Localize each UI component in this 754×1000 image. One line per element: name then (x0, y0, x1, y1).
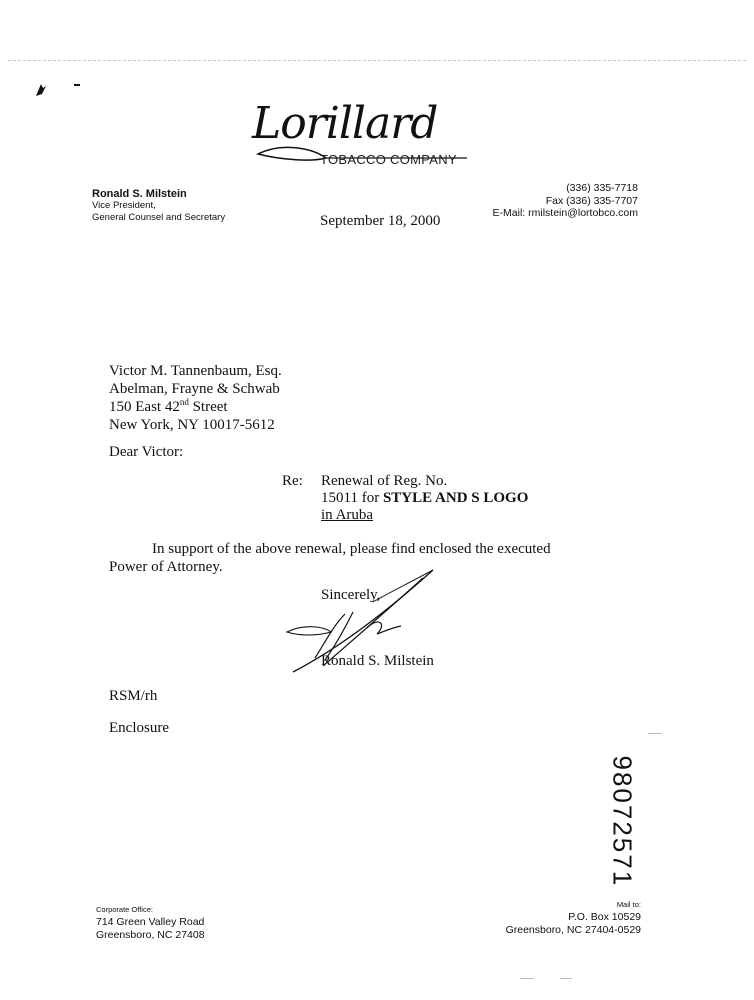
recipient-street (109, 398, 282, 416)
corporate-line-1: 714 Green Valley Road (96, 916, 205, 928)
logo-wordmark: Lorillard (252, 98, 438, 149)
enclosure-note: Enclosure (109, 720, 169, 736)
recipient-firm: Abelman, Frayne & Schwab (109, 381, 280, 397)
mail-line-2: Greensboro, NC 27404-0529 (505, 924, 641, 936)
corporate-label: Corporate Office: (96, 905, 153, 914)
re-mark-name: STYLE AND S LOGO (382, 490, 529, 506)
recipient-name: Victor M. Tannenbaum, Esq. (109, 363, 282, 379)
street-suffix: nd (179, 397, 189, 407)
batch-number: 98072571 (607, 755, 638, 888)
scan-dash (74, 84, 80, 86)
sender-name: Ronald S. Milstein (92, 188, 187, 200)
contact-email: E-Mail: rmilstein@lortobco.com (492, 207, 638, 219)
scan-noise (648, 733, 662, 734)
re-line-3 (321, 507, 528, 524)
logo-company: TOBACCO COMPANY (320, 152, 457, 167)
sender-title-2: General Counsel and Secretary (92, 212, 226, 223)
contact-block (493, 182, 638, 220)
re-label: Re: (282, 473, 303, 489)
typist-initials: RSM/rh (109, 688, 158, 704)
scan-top-line (8, 60, 746, 61)
mail-line-1: P.O. Box 10529 (568, 911, 641, 923)
closing: Sincerely, (321, 587, 381, 603)
scan-mark-icon (34, 82, 48, 98)
re-line-2-prefix: 15011 for (321, 490, 383, 506)
mail-to (506, 898, 641, 937)
corporate-line-2: Greensboro, NC 27408 (96, 929, 205, 941)
corporate-office (96, 903, 205, 942)
company-logo (252, 98, 482, 178)
mail-label: Mail to: (616, 900, 641, 909)
body-paragraph: In support of the above renewal, please find enclosed the executed Power of Attorney. (109, 541, 551, 575)
re-line-2 (321, 490, 528, 507)
salutation: Dear Victor: (109, 444, 184, 460)
contact-fax: Fax (336) 335-7707 (545, 194, 638, 207)
scan-noise (520, 978, 534, 979)
street-number: 150 East 42 (109, 399, 180, 415)
signer-name: Ronald S. Milstein (321, 653, 434, 669)
contact-phone: (336) 335-7718 (566, 182, 638, 194)
street-name: Street (188, 399, 228, 415)
re-block (321, 473, 528, 524)
letter-date: September 18, 2000 (320, 213, 441, 229)
re-jurisdiction: in Aruba (321, 507, 374, 523)
recipient-address (109, 362, 282, 434)
sender-block (92, 188, 225, 224)
re-line-1: Renewal of Reg. No. (321, 473, 448, 489)
scan-noise (560, 978, 572, 979)
sender-title-1: Vice President, (92, 200, 156, 211)
recipient-city: New York, NY 10017-5612 (109, 417, 275, 433)
